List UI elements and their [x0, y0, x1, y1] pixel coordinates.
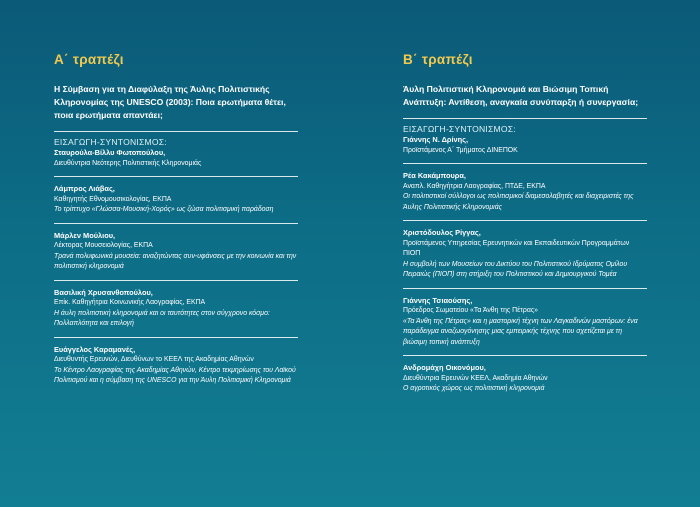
- divider: [54, 280, 298, 281]
- speaker-entry: [403, 363, 647, 395]
- speaker-entry: [403, 228, 647, 281]
- speaker-topic: Τρανά πολυφωνικά μουσεία: αναζητώντας συν-υφάνσεις με την κοινωνία και την πολιτιστική κληρονομιά: [54, 252, 297, 270]
- speaker-entry: [54, 184, 298, 216]
- speaker-entry: [54, 345, 298, 387]
- speaker-entry: [54, 231, 298, 273]
- speaker-role: Αναπλ. Καθηγήτρια Λαογραφίας, ΠΤΔΕ, ΕΚΠΑ: [403, 182, 546, 190]
- speaker-topic: Ο αγροτικός χώρος ως πολιτιστική κληρονομιά: [403, 385, 545, 392]
- speaker-role: Διευθύντρια Ερευνών ΚΕΕΛ, Ακαδημία Αθηνών: [403, 374, 548, 382]
- speaker-role: Καθηγητής Εθνομουσικολογίας, ΕΚΠΑ: [54, 195, 172, 203]
- speaker-topic: «Τα Άνθη της Πέτρας» και η μαστορική τέχνη των Λαγκαδινών μαστόρων: ένα παράδειγμα αναζωογόνησης μιας εμπειρικής τέχνης που σχετίζεται με τη βιώσιμη τοπική ανάπτυξη: [403, 317, 638, 346]
- speaker-name: Λάμπρος Λιάβας,: [54, 184, 115, 193]
- speaker-name: Βασιλική Χρυσανθοπούλου,: [54, 287, 153, 297]
- speaker-role: Επίκ. Καθηγήτρια Κοινωνικής Λαογραφίας, ΕΚΠΑ: [54, 299, 206, 306]
- divider: [403, 220, 647, 221]
- speaker-role: Διευθυντής Ερευνών, Διευθύνων το ΚΕΕΛ της Ακαδημίας Αθηνών: [54, 356, 254, 363]
- divider: [403, 118, 647, 119]
- right-table-column: [403, 52, 647, 395]
- left-table-column: [54, 52, 298, 387]
- moderator-role: Διευθύντρια Νεότερης Πολιτιστικής Κληρονομιάς: [54, 159, 202, 167]
- speaker-topic: Το Κέντρο Λαογραφίας της Ακαδημίας Αθηνών, Κέντρο τεκμηρίωσης του Λαϊκού Πολιτισμού και η σύμβαση της UNESCO για την Άυλη Πολιτισμική Κληρονομιά: [54, 366, 296, 384]
- speaker-name: Χριστόδουλος Ρίγγας,: [403, 228, 481, 237]
- speaker-role: Πρόεδρος Σωματείου «Τα Άνθη της Πέτρας»: [403, 307, 538, 314]
- divider: [403, 288, 647, 289]
- moderator-role: Προϊστάμενος Α΄ Τμήματος ΔΙΝΕΠΟΚ: [403, 146, 518, 154]
- speaker-name: Μάρλεν Μούλιου,: [54, 230, 116, 240]
- speaker-name: Ανδρομάχη Οικονόμου,: [403, 363, 486, 372]
- speaker-name: Γιάννης Τσιαούσης,: [403, 295, 473, 305]
- moderator-name: Γιάννης Ν. Δρίνης,: [403, 135, 469, 144]
- right-table-title: Β΄ τραπέζι: [403, 52, 473, 67]
- speaker-entry: [54, 288, 298, 330]
- speaker-topic: Η άυλη πολιτιστική κληρονομιά και οι ταυτότητες στον σύγχρονο κόσμο: Πολλαπλότητα και επιλογή: [54, 309, 270, 327]
- left-table-subtitle: Η Σύμβαση για τη Διαφύλαξη της Άυλης Πολιτιστικής Κληρονομίας της UNESCO (2003): Ποια ερωτήματα θέτει, ποια ερωτήματα απαντάει;: [54, 84, 286, 120]
- divider: [54, 223, 298, 224]
- moderation-label: ΕΙΣΑΓΩΓΗ-ΣΥΝΤΟΝΙΣΜΟΣ:: [54, 137, 167, 147]
- moderator-name: Σταυρούλα-Βίλλυ Φωτοπούλου,: [54, 148, 166, 157]
- moderation-label: ΕΙΣΑΓΩΓΗ-ΣΥΝΤΟΝΙΣΜΟΣ:: [403, 124, 516, 134]
- divider: [403, 163, 647, 164]
- speaker-entry: [403, 296, 647, 349]
- speaker-topic: Η συμβολή των Μουσείων του Δικτύου του Πολιτιστικού Ιδρύματος Ομίλου Πειραιώς (ΠΙΟΠ) στη στήριξη του Πολιτιστικού και Δημιουργικού Τομέα: [403, 260, 628, 278]
- speaker-role: Προϊστάμενος Υπηρεσίας Ερευνητικών και Εκπαιδευτικών Προγραμμάτων ΠΙΟΠ: [403, 239, 630, 257]
- divider: [54, 176, 298, 177]
- speaker-entry: [403, 171, 647, 213]
- divider: [403, 355, 647, 356]
- divider: [54, 131, 298, 132]
- left-table-title: Α΄ τραπέζι: [54, 52, 124, 67]
- speaker-name: Ευάγγελος Καραμανές,: [54, 344, 136, 354]
- right-table-subtitle: Άυλη Πολιτιστική Κληρονομιά και Βιώσιμη Τοπική Ανάπτυξη: Αντίθεση, αναγκαία συνύπαρξη ή συνεργασία;: [403, 84, 639, 107]
- speaker-name: Ρέα Κακάμπουρα,: [403, 171, 466, 180]
- speaker-topic: Το τρίπτυχο «Γλώσσα-Μουσική-Χορός» ως ζώσα πολιτισμική παράδοση: [54, 206, 274, 213]
- speaker-topic: Οι πολιτιστικοί σύλλογοι ως πολιτισμικοί διαμεσολαβητές και διαχειριστές της Άυλης Πολιτιστικής Κληρονομιάς: [403, 193, 634, 211]
- divider: [54, 337, 298, 338]
- speaker-role: Λέκτορας Μουσειολογίας, ΕΚΠΑ: [54, 242, 153, 249]
